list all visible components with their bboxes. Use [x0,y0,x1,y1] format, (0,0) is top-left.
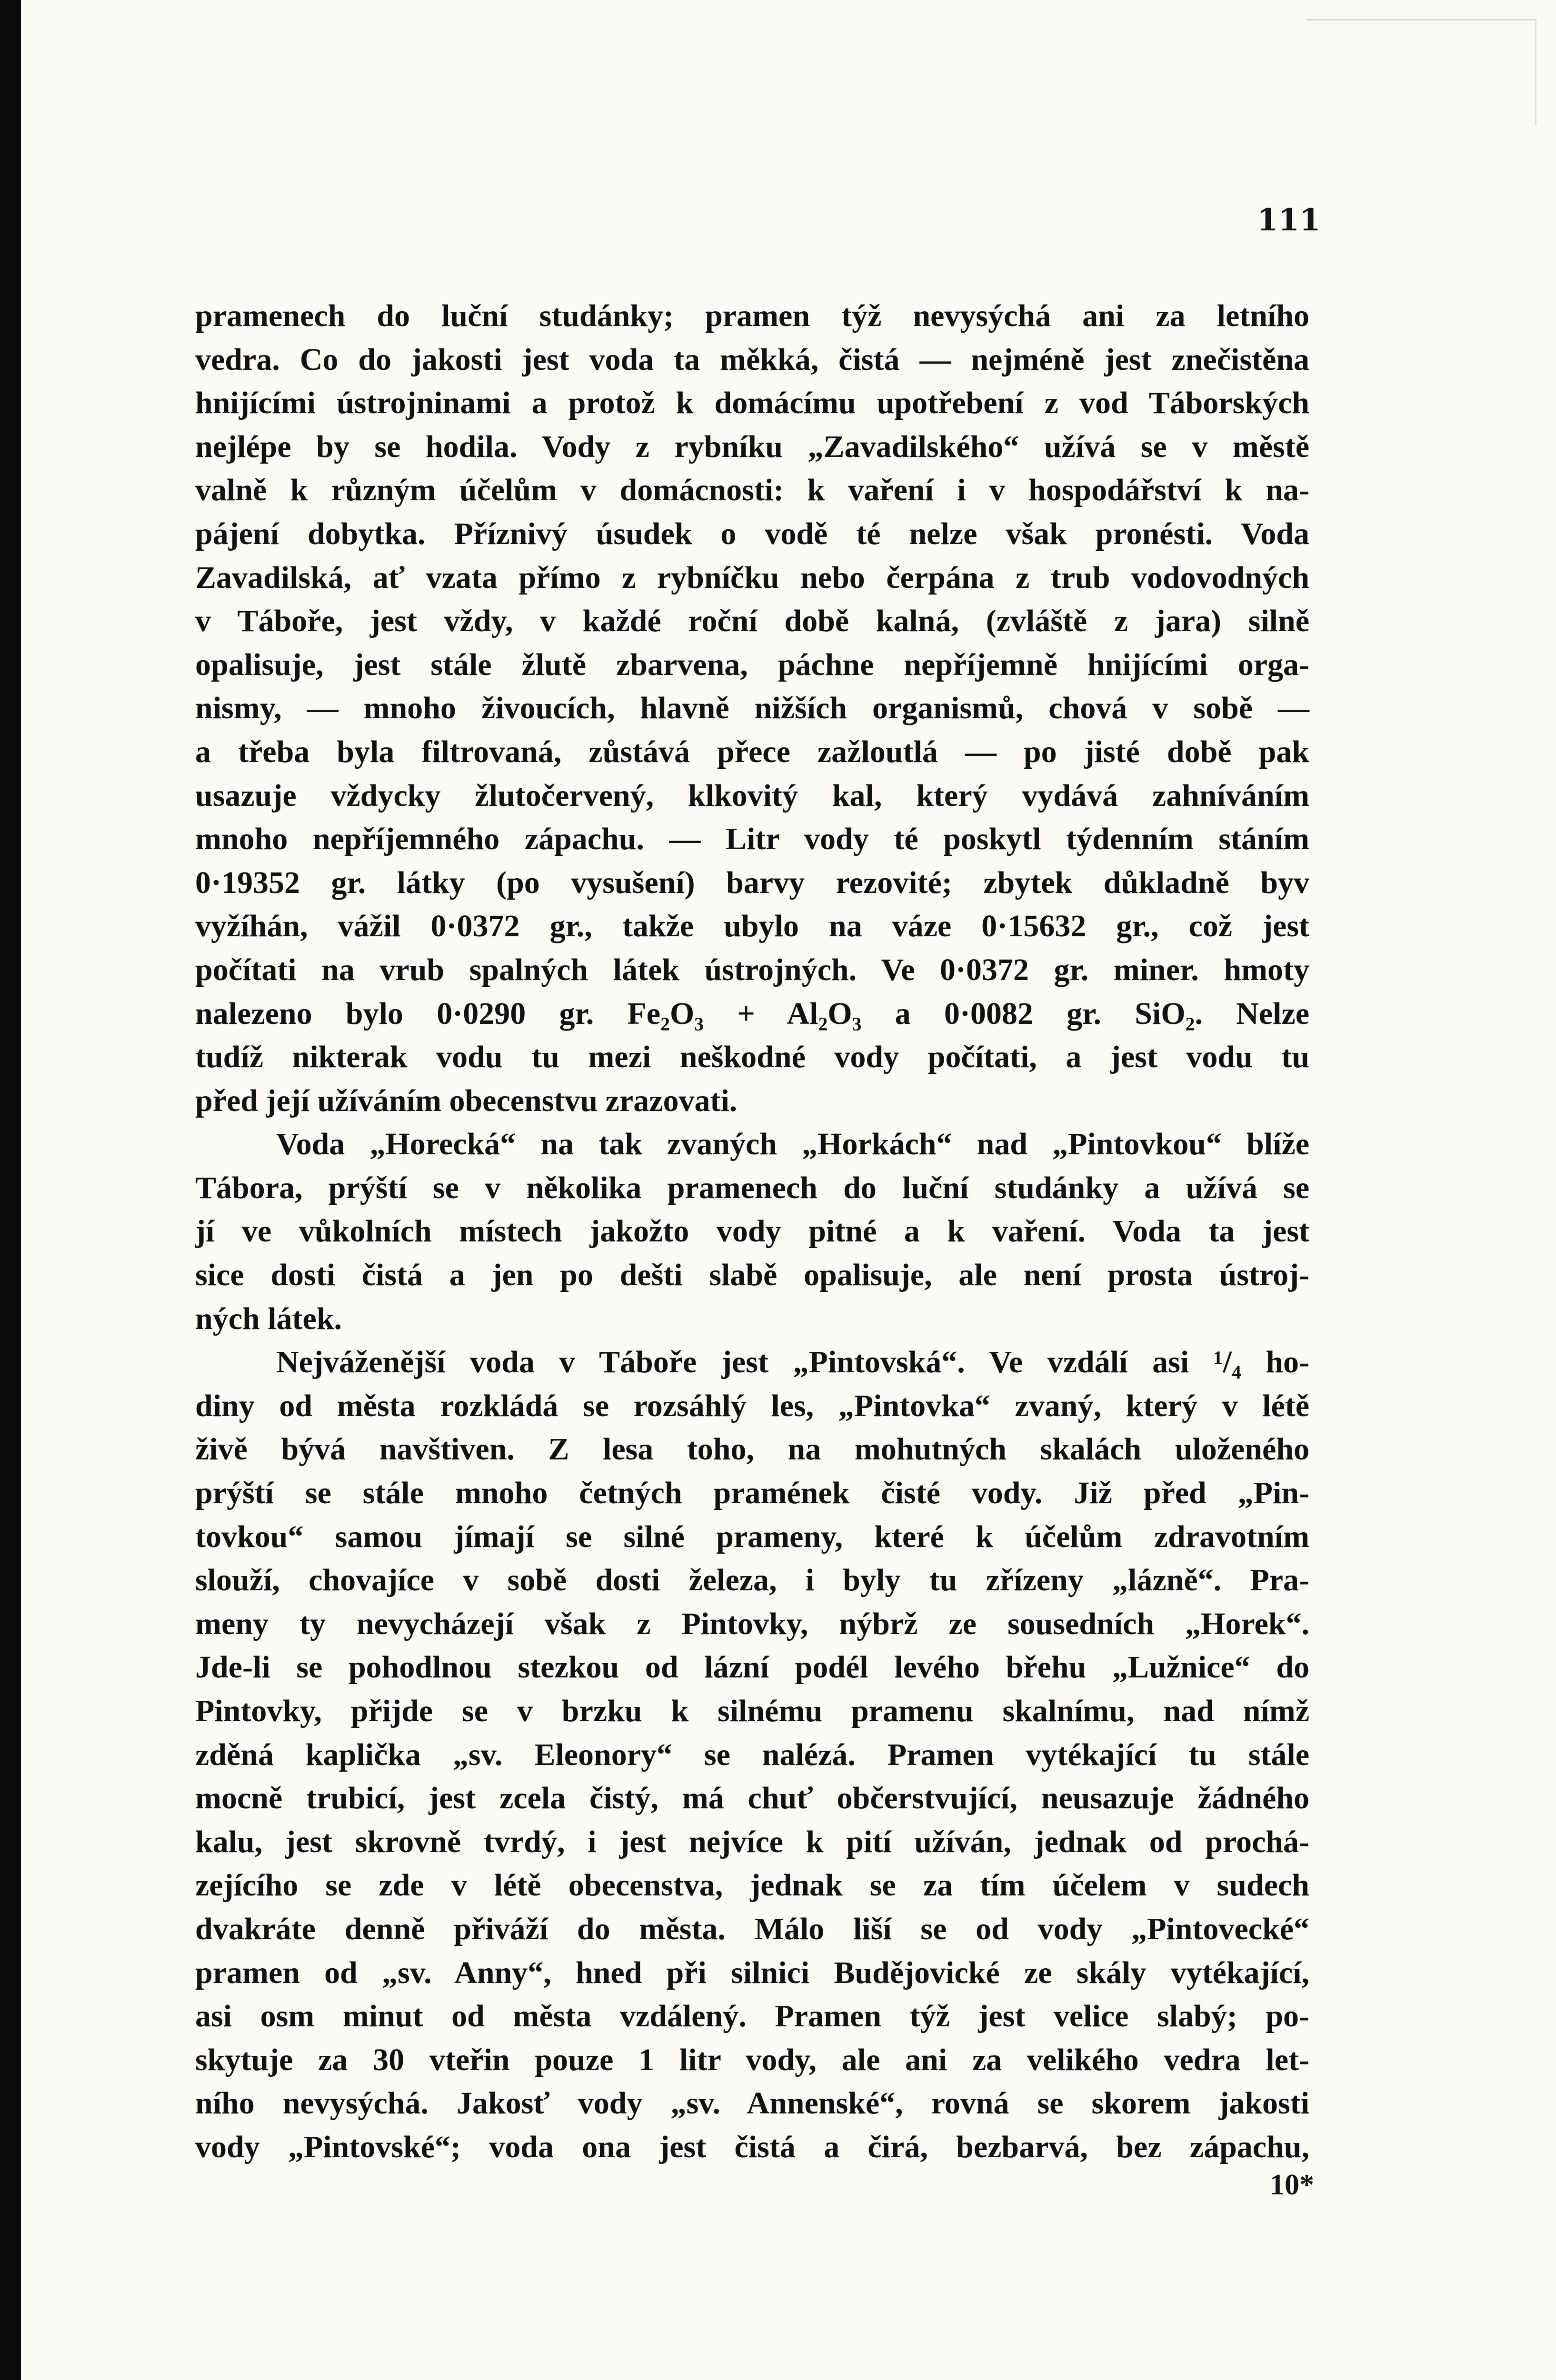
scan-border-left [0,0,21,2380]
text-line: živě bývá navštiven. Z lesa toho, na mohutných skalách uloženého [195,1432,1309,1467]
body-text [195,294,1309,2169]
text-line: 0·19352 gr. látky (po vysušení) barvy rezovité; zbytek důkladně byv [195,865,1309,900]
text-line: zejícího se zde v létě obecenstva, jednak se za tím účelem v sudech [195,1868,1309,1903]
text-line: opalisuje, jest stále žlutě zbarvena, páchne nepříjemně hnijícími orga- [195,647,1309,682]
text-line: Zavadilská, ať vzata přímo z rybníčku nebo čerpána z trub vodovodných [195,560,1309,595]
text-line: Voda „Horecká“ na tak zvaných „Horkách“ nad „Pintovkou“ blíže [276,1127,1309,1162]
text-line: Nejváženější voda v Táboře jest „Pintovská“. Ve vzdálí asi ¹/₄ ho- [276,1345,1309,1380]
text-line: asi osm minut od města vzdálený. Pramen týž jest velice slabý; po- [195,1999,1309,2034]
text-line: ných látek. [195,1301,342,1336]
text-line: tovkou“ samou jímají se silné prameny, které k účelům zdravotním [195,1519,1309,1554]
text-line: kalu, jest skrovně tvrdý, i jest nejvíce k pití užíván, jednak od prochá- [195,1824,1309,1859]
text-line: Jde-li se pohodlnou stezkou od lázní podél levého břehu „Lužnice“ do [195,1650,1309,1685]
text-line: mnoho nepříjemného zápachu. — Litr vody té poskytl týdenním stáním [195,822,1309,857]
text-line: meny ty nevycházejí však z Pintovky, nýbrž ze sousedních „Horek“. [195,1606,1309,1641]
text-line: Tábora, prýští se v několika pramenech do luční studánky a užívá se [195,1170,1309,1205]
text-line: počítati na vrub spalných látek ústrojných. Ve 0·0372 gr. miner. hmoty [195,952,1309,987]
text-line: tudíž nikterak vodu tu mezi neškodné vody počítati, a jest vodu tu [195,1040,1309,1075]
scan-corner-mark [1307,19,1536,125]
text-line: jí ve vůkolních místech jakožto vody pitné a k vaření. Voda ta jest [195,1214,1309,1249]
text-line: hnijícími ústrojninami a protož k domácímu upotřebení z vod Táborských [195,386,1309,421]
signature-mark: 10* [1270,2169,1314,2201]
text-line: usazuje vždycky žlutočervený, klkovitý kal, který vydává zahníváním [195,778,1309,813]
text-line: pramen od „sv. Anny“, hned při silnici Budějovické ze skály vytékající, [195,1955,1309,1990]
text-line: a třeba byla filtrovaná, zůstává přece zažloutlá — po jisté době pak [195,734,1309,769]
text-line: valně k různým účelům v domácnosti: k vaření i v hospodářství k na- [195,473,1309,508]
text-line: skytuje za 30 vteřin pouze 1 litr vody, ale ani za velikého vedra let- [195,2042,1309,2077]
text-line: pájení dobytka. Příznivý úsudek o vodě té nelze však pronésti. Voda [195,516,1309,551]
text-line: slouží, chovajíce v sobě dosti železa, i byly tu zřízeny „lázně“. Pra- [195,1563,1309,1598]
text-line: nalezeno bylo 0·0290 gr. Fe₂O₃ + Al₂O₃ a 0·0082 gr. SiO₂. Nelze [195,996,1309,1031]
text-line: ního nevysýchá. Jakosť vody „sv. Annenské“, rovná se skorem jakosti [195,2086,1309,2121]
text-line: vyžíhán, vážil 0·0372 gr., takže ubylo na váze 0·15632 gr., což jest [195,909,1309,944]
text-line: prýští se stále mnoho četných pramének čisté vody. Již před „Pin- [195,1476,1309,1511]
text-line: pramenech do luční studánky; pramen týž nevysýchá ani za letního [195,298,1309,333]
text-line: v Táboře, jest vždy, v každé roční době kalná, (zvláště z jara) silně [195,604,1309,639]
text-line: sice dosti čistá a jen po dešti slabě opalisuje, ale není prosta ústroj- [195,1258,1309,1293]
text-line: nismy, — mnoho živoucích, hlavně nižších organismů, chová v sobě — [195,691,1309,726]
text-line: zděná kaplička „sv. Eleonory“ se nalézá. Pramen vytékající tu stále [195,1737,1309,1772]
text-line: Pintovky, přijde se v brzku k silnému pramenu skalnímu, nad nímž [195,1694,1309,1728]
text-line: nejlépe by se hodila. Vody z rybníku „Zavadilského“ užívá se v městě [195,429,1309,464]
text-line: mocně trubicí, jest zcela čistý, má chuť občerstvující, neusazuje žádného [195,1781,1309,1816]
text-line: diny od města rozkládá se rozsáhlý les, „Pintovka“ zvaný, který v létě [195,1388,1309,1423]
text-line: dvakráte denně přiváží do města. Málo liší se od vody „Pintovecké“ [195,1911,1309,1946]
text-line: před její užíváním obecenstvu zrazovati. [195,1083,738,1118]
text-line: vedra. Co do jakosti jest voda ta měkká, čistá — nejméně jest znečistěna [195,342,1309,377]
page-number: 111 [1257,202,1321,238]
text-line: vody „Pintovské“; voda ona jest čistá a čirá, bezbarvá, bez zápachu, [195,2129,1309,2164]
